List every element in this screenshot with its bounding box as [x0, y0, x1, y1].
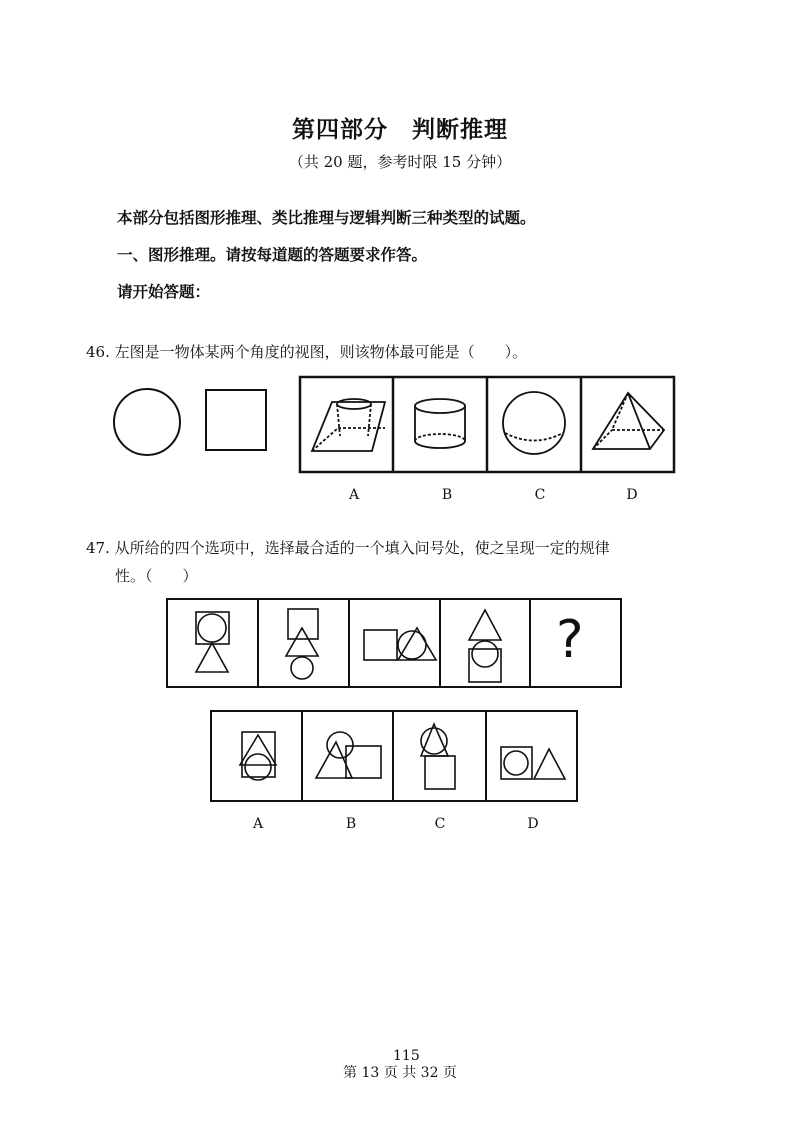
q46-option-d-label: D [626, 487, 638, 503]
q46-square-view [206, 390, 266, 450]
q47-option-b-label: B [345, 816, 357, 832]
instruction-line-3: 请开始答题： [117, 283, 211, 301]
q46-options-frame [300, 377, 674, 472]
question-number: 46. [86, 343, 110, 361]
section-subtitle: （共 20 题，参考时限 15 分钟） [288, 153, 512, 171]
q47-sequence-1 [196, 612, 229, 672]
instruction-line-1: 本部分包括图形推理、类比推理与逻辑判断三种类型的试题。 [117, 209, 536, 227]
page-footer: 第 13 页 共 32 页 [343, 1065, 457, 1081]
question-text-line-1: 从所给的四个选项中，选择最合适的一个填入问号处，使之呈现一定的规律 [114, 539, 610, 557]
q46-option-d-figure [593, 393, 664, 449]
q47-sequence-frame [167, 599, 621, 687]
q47-option-c-label: C [434, 816, 446, 832]
page-number: 115 [393, 1048, 420, 1064]
instruction-line-2: 一、图形推理。请按每道题的答题要求作答。 [117, 246, 428, 264]
q47-option-d-figure [501, 747, 565, 779]
question-text-line-2: 性。（ ） [115, 567, 198, 585]
q47-option-a-figure [240, 732, 276, 780]
q47-option-c-figure [421, 724, 455, 789]
q46-option-a-figure [312, 399, 385, 451]
question-number: 47. [86, 539, 110, 557]
q46-option-c-figure [503, 392, 565, 454]
q47-sequence-2 [286, 609, 318, 679]
q47-option-d-label: D [527, 816, 539, 832]
q46-option-a-label: A [348, 487, 360, 503]
q46-option-b-figure [415, 399, 465, 448]
q47-option-a-label: A [252, 816, 264, 832]
q46-circle-view [114, 389, 180, 455]
section-title: 第四部分 判断推理 [292, 117, 508, 143]
q47-option-b-figure [316, 732, 381, 778]
q47-sequence-4 [469, 610, 501, 682]
q47-sequence-3 [364, 628, 436, 660]
question-text: 左图是一物体某两个角度的视图，则该物体最可能是（ ）。 [114, 343, 528, 361]
q46-option-b-label: B [441, 487, 453, 503]
q46-option-c-label: C [534, 487, 546, 503]
question-47 [86, 537, 610, 558]
question-mark-icon: ? [556, 610, 584, 670]
